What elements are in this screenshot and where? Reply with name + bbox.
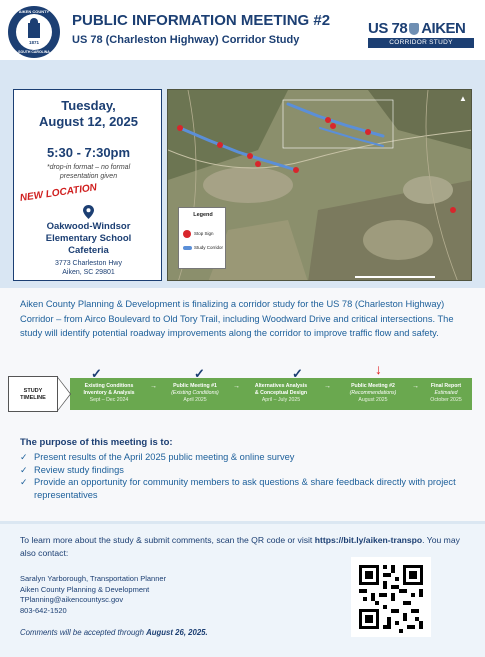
arrow-right-icon: → <box>324 383 331 390</box>
county-seal-logo <box>8 6 60 58</box>
event-info-card <box>13 89 162 281</box>
study-link[interactable]: https://bit.ly/aiken-transpo <box>314 535 423 545</box>
legend-title: Legend <box>193 212 213 218</box>
qr-code[interactable] <box>351 557 431 637</box>
timeline-step-current <box>336 383 410 403</box>
venue-line-3: Cafeteria <box>68 245 109 256</box>
format-note-line1: *drop-in format – no formal <box>46 164 131 171</box>
address-line-1: 3773 Charleston Hwy <box>55 260 122 267</box>
timeline-label <box>8 376 58 412</box>
format-note <box>14 163 163 181</box>
check-icon: ✓ <box>194 366 205 381</box>
contact-phone: 803-642-1520 <box>20 605 67 615</box>
qr-code-icon <box>351 557 431 637</box>
timeline-step-date: Sept – Dec 2024 <box>89 396 129 403</box>
arrow-right-icon: → <box>412 383 419 390</box>
timeline-step <box>160 383 230 403</box>
timeline-step-sub: (Existing Conditions) <box>171 389 219 396</box>
location-pin-icon <box>83 205 94 219</box>
timeline-step-title: Final Report <box>430 383 462 389</box>
new-location-badge: NEW LOCATION <box>19 182 98 204</box>
logo-right-text: AIKEN <box>421 20 466 37</box>
seal-text-bottom: SOUTH CAROLINA <box>18 50 50 54</box>
contact-name: Saralyn Yarborough, Transportation Planner <box>20 574 167 583</box>
timeline-step-sub: Estimated <box>434 389 458 396</box>
timeline-step-title2: & Conceptual Design <box>254 389 308 396</box>
comment-deadline <box>20 628 208 637</box>
check-icon: ✓ <box>20 464 28 475</box>
corridor-map <box>167 89 472 281</box>
legend-item-corridor: Study Corridor <box>194 245 224 250</box>
purpose-item-text: Provide an opportunity for community members to ask questions & share feedback directly with project representatives <box>34 477 456 500</box>
list-item <box>20 476 460 501</box>
map-scale-bar <box>355 276 435 278</box>
learn-more-tail: . You may also contact: <box>20 535 460 558</box>
logo-bar: CORRIDOR STUDY <box>368 38 474 48</box>
check-icon: ✓ <box>292 366 303 381</box>
current-step-arrow-icon: ↓ <box>375 361 382 377</box>
event-date: August 12, 2025 <box>39 114 138 129</box>
seal-year: 1871 <box>28 40 39 45</box>
list-item <box>20 464 460 477</box>
venue-line-1: Oakwood-Windsor <box>46 221 131 232</box>
purpose-list <box>20 451 460 501</box>
event-time: 5:30 - 7:30pm <box>46 145 131 160</box>
check-icon: ✓ <box>91 366 102 381</box>
check-icon: ✓ <box>20 477 28 488</box>
venue-line-2: Elementary School <box>45 233 132 244</box>
timeline-step-sub: (Recommendations) <box>349 389 397 396</box>
event-day: Tuesday, <box>61 98 116 113</box>
timeline-step-title: Alternatives Analysis <box>254 383 308 389</box>
timeline-step-date: October 2025 <box>430 396 462 403</box>
arrow-right-icon: → <box>233 383 240 390</box>
stop-sign-icon <box>183 230 191 238</box>
check-icon: ✓ <box>20 452 28 462</box>
corridor-line-icon <box>183 246 192 250</box>
purpose-heading: The purpose of this meeting is to: <box>20 437 173 448</box>
timeline-step-date: April – July 2025 <box>261 396 301 403</box>
timeline-step-title: Public Meeting #2 <box>351 383 395 389</box>
timeline-step <box>420 383 472 403</box>
timeline-step-title: Public Meeting #1 <box>173 383 217 389</box>
deadline-date: August 26, 2025. <box>146 628 208 637</box>
timeline-label-line1: STUDY <box>23 388 43 394</box>
list-item <box>20 451 460 464</box>
address-line-2: Aiken, SC 29801 <box>62 269 115 276</box>
contact-block <box>20 574 166 616</box>
seal-building-icon <box>28 23 40 38</box>
north-arrow-icon: ▲ <box>459 94 467 103</box>
timeline-step-date: April 2025 <box>183 396 207 403</box>
timeline-label-arrow-fill <box>57 377 70 411</box>
contact-email[interactable]: TPlanning@aikencountysc.gov <box>20 595 124 604</box>
timeline-label-line2: TIMELINE <box>20 395 46 401</box>
timeline-step-title2: Inventory & Analysis <box>83 389 135 396</box>
timeline-step-title: Existing Conditions <box>84 383 134 389</box>
timeline-step-date: August 2025 <box>358 396 388 403</box>
highway-shield-icon <box>409 23 419 35</box>
header <box>0 0 485 60</box>
legend-item-stop: Stop Sign <box>194 231 214 236</box>
us78-aiken-logo <box>368 20 474 48</box>
seal-inner <box>16 14 52 50</box>
contact-org: Aiken County Planning & Development <box>20 584 150 594</box>
venue-name <box>14 221 163 257</box>
study-description: Aiken County Planning & Development is finalizing a corridor study for the US 78 (Charleston Highway) Corridor – from Airco Boulevard to Old Tory Trail, including Woodward Drive and critical intersections. The study will identify potential roadway improvements along the corridor to improve traffic flow and safety. <box>20 299 454 338</box>
arrow-right-icon: → <box>150 383 157 390</box>
seal-text-top: AIKEN COUNTY <box>18 9 50 14</box>
format-note-line2: presentation given <box>59 173 118 180</box>
page-subtitle: US 78 (Charleston Highway) Corridor Study <box>72 34 300 46</box>
logo-wordmark <box>368 20 465 37</box>
timeline-step <box>70 383 148 403</box>
map-legend <box>178 207 226 269</box>
learn-more-lead: To learn more about the study & submit comments, scan the QR code or visit <box>20 535 313 545</box>
logo-left-text: US 78 <box>368 20 408 37</box>
purpose-item-text: Review study findings <box>34 464 124 475</box>
timeline-step <box>243 383 319 403</box>
deadline-text: Comments will be accepted through <box>20 628 144 637</box>
page-title: PUBLIC INFORMATION MEETING #2 <box>72 12 331 29</box>
purpose-item-text: Present results of the April 2025 public meeting & online survey <box>34 452 295 462</box>
